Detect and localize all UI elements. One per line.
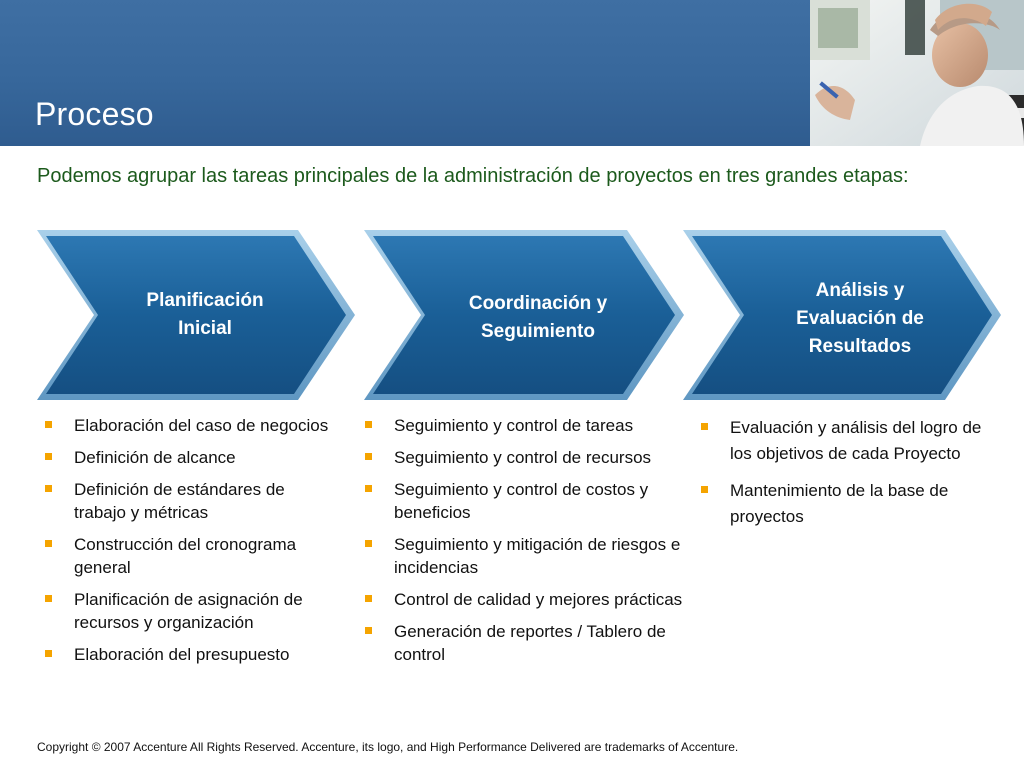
- list-item: Definición de alcance: [38, 446, 338, 469]
- bullet-icon: [45, 650, 52, 657]
- list-item: Seguimiento y control de tareas: [358, 414, 688, 437]
- list-item: Seguimiento y control de costos y beneficios: [358, 478, 688, 524]
- bullet-icon: [365, 540, 372, 547]
- bullet-icon: [365, 627, 372, 634]
- bullet-icon: [365, 485, 372, 492]
- stage-label-coordinacion: Coordinación y Seguimiento: [468, 293, 608, 342]
- task-list-planificacion: [38, 414, 338, 666]
- process-chevrons: [0, 226, 1024, 404]
- list-item: Elaboración del caso de negocios: [38, 414, 338, 437]
- column-coordinacion: [358, 414, 688, 675]
- intro-text: Podemos agrupar las tareas principales de la administración de proyectos en tres grandes etapas:: [37, 165, 909, 187]
- slide-title: Proceso: [35, 96, 154, 132]
- copyright-footer: Copyright © 2007 Accenture All Rights Reserved. Accenture, its logo, and High Performance Delivered are trademarks of Accenture.: [37, 740, 739, 754]
- list-item: Construcción del cronograma general: [38, 533, 338, 579]
- list-item: Generación de reportes / Tablero de control: [358, 620, 688, 666]
- column-analisis: [694, 415, 984, 541]
- bullet-icon: [365, 595, 372, 602]
- list-item: Definición de estándares de trabajo y métricas: [38, 478, 338, 524]
- bullet-icon: [365, 453, 372, 460]
- list-item: Evaluación y análisis del logro de los objetivos de cada Proyecto: [694, 415, 984, 467]
- bullet-icon: [45, 421, 52, 428]
- list-item: Elaboración del presupuesto: [38, 643, 338, 666]
- stage-label-analisis: Análisis y Evaluación de Resultados: [796, 280, 924, 357]
- stage-label-planificacion: Planificación Inicial: [146, 290, 264, 339]
- task-list-coordinacion: [358, 414, 688, 666]
- header-photo: [810, 0, 1024, 146]
- bullet-icon: [701, 486, 708, 493]
- list-item: Control de calidad y mejores prácticas: [358, 588, 688, 611]
- task-list-analisis: [694, 415, 984, 530]
- list-item: Seguimiento y control de recursos: [358, 446, 688, 469]
- bullet-icon: [365, 421, 372, 428]
- bullet-icon: [701, 423, 708, 430]
- bullet-icon: [45, 485, 52, 492]
- bullet-icon: [45, 595, 52, 602]
- list-item: Mantenimiento de la base de proyectos: [694, 478, 984, 530]
- bullet-icon: [45, 453, 52, 460]
- header-photo-image: [810, 0, 1024, 146]
- list-item: Seguimiento y mitigación de riesgos e incidencias: [358, 533, 688, 579]
- bullet-icon: [45, 540, 52, 547]
- list-item: Planificación de asignación de recursos y organización: [38, 588, 338, 634]
- column-planificacion: [38, 414, 338, 675]
